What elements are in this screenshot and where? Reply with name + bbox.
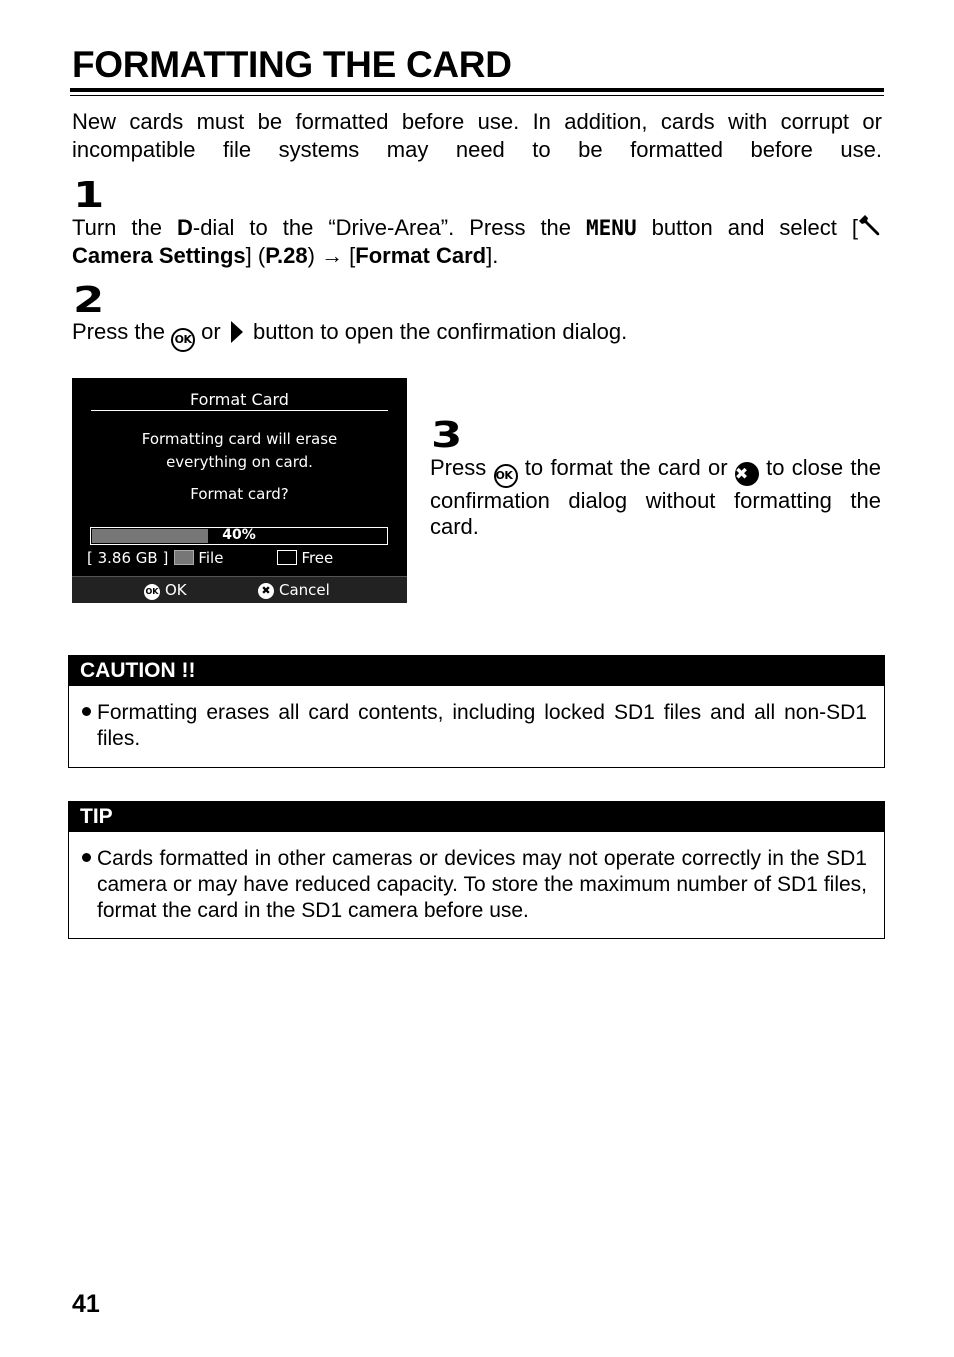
title-rule-thick xyxy=(70,88,884,92)
tip-heading: TIP xyxy=(69,802,884,832)
title-rule-thin xyxy=(70,95,884,96)
file-swatch xyxy=(174,550,194,565)
screen-title-rule xyxy=(91,410,388,411)
capacity-size: [ 3.86 GB ] xyxy=(87,549,169,567)
screen-footer xyxy=(72,576,407,603)
free-swatch xyxy=(277,550,297,565)
intro-paragraph: New cards must be formatted before use. In addition, cards with corrupt or incompatible file systems may need to be formatted before use. xyxy=(72,109,882,162)
bullet xyxy=(82,707,91,716)
step-1-text: Turn the D-dial to the “Drive-Area”. Press the MENU button and select [ Camera Settings] (P.28) → [Format Card]. xyxy=(72,214,882,270)
caution-body: Formatting erases all card contents, including locked SD1 files and all non-SD1 files. xyxy=(69,686,884,752)
cancel-icon: ✖ xyxy=(258,583,274,599)
menu-button-label: MENU xyxy=(586,216,637,240)
page-title: FORMATTING THE CARD xyxy=(72,44,512,85)
right-arrow-button-icon xyxy=(231,321,243,343)
screen-question: Format card? xyxy=(190,485,289,503)
wrench-icon xyxy=(858,214,882,238)
page-number: 41 xyxy=(72,1290,100,1318)
step-2-number: 2 xyxy=(73,280,105,321)
legend-file: File xyxy=(198,549,224,567)
screen-ok-button[interactable]: OK OK xyxy=(145,581,187,599)
step-2-text: Press the OK or button to open the confirmation dialog. xyxy=(72,318,882,352)
tip-box xyxy=(68,801,885,939)
arrow-right-icon: → xyxy=(321,243,344,268)
screen-title: Format Card xyxy=(190,390,289,409)
step-1-number: 1 xyxy=(73,175,105,216)
caution-box xyxy=(68,655,885,768)
capacity-percent: 40% xyxy=(222,527,256,543)
step-3-number: 3 xyxy=(431,415,463,456)
screen-message: Formatting card will erase everything on card. xyxy=(141,430,338,471)
capacity-legend xyxy=(87,549,333,567)
cancel-button-icon: ✖ xyxy=(735,462,759,486)
legend-free: Free xyxy=(301,549,334,567)
ok-icon: OK xyxy=(144,584,160,600)
ok-button-icon: OK xyxy=(494,464,518,488)
caution-heading: CAUTION !! xyxy=(69,656,884,686)
ok-button-icon: OK xyxy=(171,328,195,352)
step-3-text: Press OK to format the card or ✖ to close the confirmation dialog without formatting the card. xyxy=(430,455,881,539)
camera-format-screen xyxy=(72,378,407,603)
capacity-bar xyxy=(90,527,388,545)
bullet xyxy=(82,853,91,862)
step-1-line-1: Turn the D-dial to the “Drive-Area”. Press the MENU button and select [ xyxy=(72,214,882,242)
screen-cancel-button[interactable]: ✖ Cancel xyxy=(258,581,330,599)
tip-body: Cards formatted in other cameras or devices may not operate correctly in the SD1 camera or may have reduced capacity. To store the maximum number of SD1 files, format the card in the SD1 camera before use. xyxy=(69,832,884,924)
